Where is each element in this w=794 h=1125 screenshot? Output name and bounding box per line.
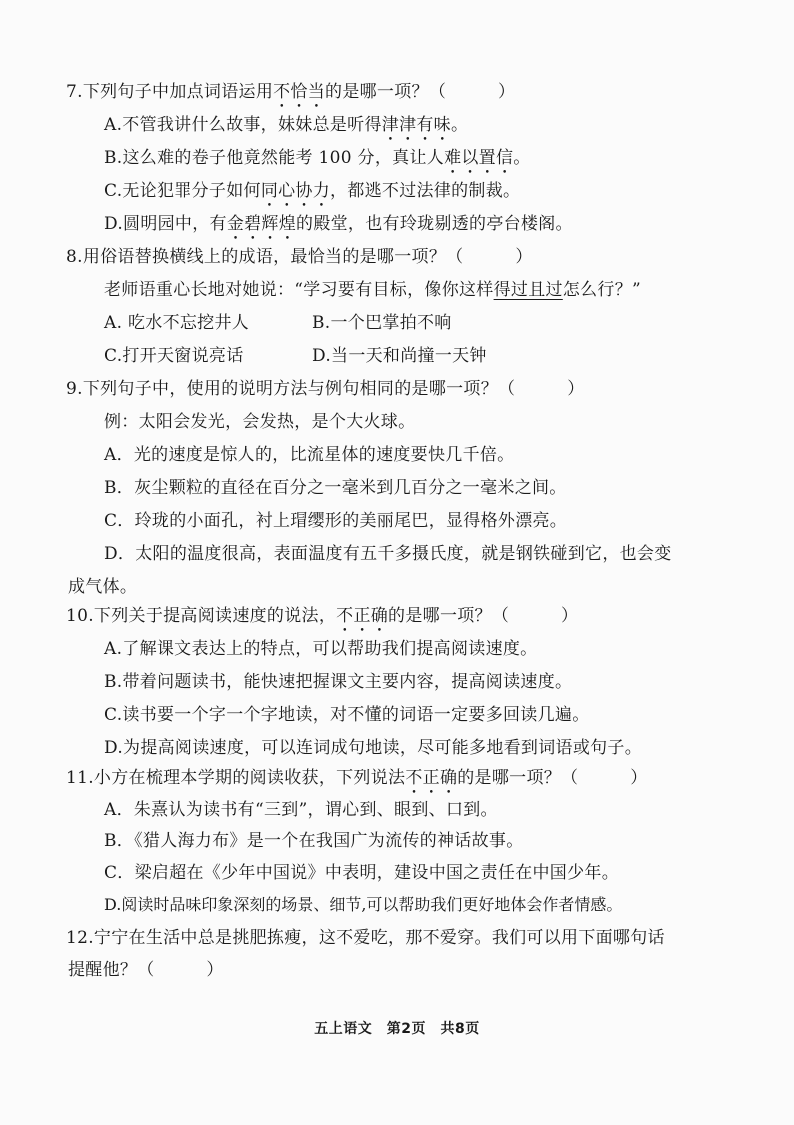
q10-option-b: B.带着问题读书，能快速把握课文主要内容，提高阅读速度。 [104, 672, 573, 692]
q9-option-c: C．玲珑的小面孔，衬上瑁缨形的美丽尾巴，显得格外漂亮。 [104, 511, 568, 531]
q7-stem [66, 80, 515, 112]
q7-b-post: 。 [513, 148, 531, 168]
q7-option-d [104, 212, 573, 244]
q7-c-post: ，都逃不过法律的制裁。 [330, 181, 521, 201]
q9-option-d: D．太阳的温度很高，表面温度有五千多摄氏度，就是钢铁碰到它，也会变 [104, 544, 672, 564]
q8-option-d: D.当一天和尚撞一天钟 [312, 346, 487, 366]
q10-stem [66, 604, 578, 636]
q7-stem-post: 的是哪一项？（ ） [325, 82, 516, 102]
page-footer: 五上语文 第2页 共8页 [314, 1021, 480, 1037]
q7-b-emphasis: 难以置信 [444, 148, 514, 168]
q11-option-d: D.阅读时品味印象深刻的场景、细节,可以帮助我们更好地体会作者情感。 [104, 895, 623, 914]
q10-option-a: A.了解课文表达上的特点，可以帮助我们提高阅读速度。 [104, 639, 538, 659]
q8-option-a: A. 吃水不忘挖井人 [104, 313, 250, 333]
q7-b-pre: B.这么难的卷子他竟然能考 100 分，真让人 [104, 148, 445, 168]
q10-option-d: D.为提高阅读速度，可以连词成句地读，尽可能多地看到词语或句子。 [104, 738, 643, 758]
q7-d-pre: D.圆明园中，有 [104, 214, 227, 234]
q10-stem-emphasis: 不正确 [336, 606, 389, 626]
q8-option-b: B.一个巴掌拍不响 [312, 313, 452, 333]
q7-option-a [104, 113, 468, 145]
q9-option-a: A．光的速度是惊人的，比流星体的速度要快几千倍。 [104, 445, 515, 465]
q11-stem-pre: 11.小方在梳理本学期的阅读收获，下列说法 [66, 768, 406, 788]
q11-option-b: B．《猎人海力布》是一个在我国广为流传的神话故事。 [104, 831, 524, 851]
q8-option-c: C.打开天窗说亮话 [104, 346, 244, 366]
q7-a-pre: A.不管我讲什么故事，妹妹总是听得 [104, 115, 382, 135]
q11-stem-emphasis: 不正确 [405, 768, 458, 788]
q7-c-pre: C.无论犯罪分子如何 [104, 181, 261, 201]
q10-stem-post: 的是哪一项？（ ） [388, 606, 579, 626]
q8-options-row-2 [104, 344, 604, 368]
q8-context [104, 278, 641, 302]
q10-stem-pre: 10.下列关于提高阅读速度的说法， [66, 606, 337, 626]
q9-example: 例：太阳会发光，会发热，是个大火球。 [104, 412, 416, 432]
q7-c-emphasis: 同心协力 [260, 181, 331, 201]
q8-options-row-1 [104, 311, 604, 335]
q11-stem [66, 766, 648, 798]
q9-stem: 9.下列句子中，使用的说明方法与例句相同的是哪一项？（ ） [66, 379, 585, 399]
q7-d-emphasis: 金碧辉煌 [226, 214, 297, 234]
q11-option-c: C．梁启超在《少年中国说》中表明，建设中国之责任在中国少年。 [104, 863, 620, 883]
q10-option-c: C.读书要一个字一个字地读，对不懂的词语一定要多回读几遍。 [104, 705, 590, 725]
q7-option-b [104, 146, 531, 178]
q8-stem: 8.用俗语替换横线上的成语，最恰当的是哪一项？（ ） [66, 247, 533, 267]
q8-context-underlined: 得过且过 [493, 280, 563, 300]
q8-context-post: 怎么行？” [562, 280, 641, 300]
q9-option-b: B．灰尘颗粒的直径在百分之一毫米到几百分之一毫米之间。 [104, 478, 567, 498]
q7-a-emphasis: 津津有味 [381, 115, 451, 135]
q8-context-pre: 老师语重心长地对她说：“学习要有目标，像你这样 [104, 280, 494, 300]
q7-d-post: 的殿堂，也有玲珑剔透的亭台楼阁。 [296, 214, 573, 234]
q7-a-post: 。 [450, 115, 469, 135]
q12-stem-continued: 提醒他？（ ） [68, 960, 224, 980]
q7-stem-pre: 7.下列句子中加点词语运用 [66, 82, 274, 102]
q9-option-d-continued: 成气体。 [68, 577, 138, 597]
q7-stem-emphasis: 不恰当 [273, 82, 326, 102]
q11-stem-post: 的是哪一项？（ ） [457, 768, 648, 788]
q12-stem: 12.宁宁在生活中总是挑肥拣瘦，这不爱吃，那不爱穿。我们可以用下面哪句话 [66, 928, 665, 948]
q11-option-a: A．朱熹认为读书有“三到”，谓心到、眼到、口到。 [104, 800, 498, 820]
q7-option-c [104, 179, 520, 211]
